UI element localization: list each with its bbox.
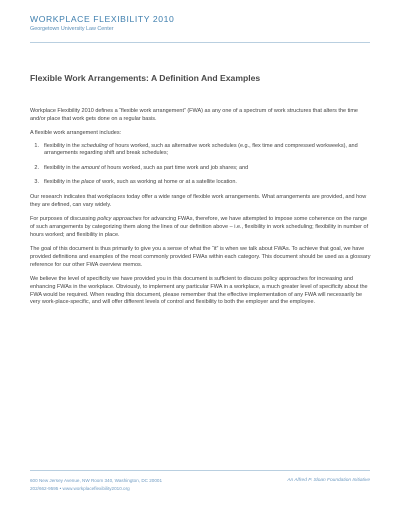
list-item-emphasis: scheduling: [81, 142, 108, 149]
paragraph-research: Our research indicates that workplaces today offer a wide range of flexible work arrangements. What arrangements are provided, and how they are defined, can vary widely.: [30, 193, 367, 208]
footer-contact-block: [30, 477, 162, 493]
document-body: [30, 108, 372, 314]
paragraph-specificity: We believe the level of specificity we have provided you in this document is sufficient to discuss policy approaches for increasing and enhancing FWAs in the workplace. Obviously, to implement any particular FWA in a workplace, a much greater level of specificity about the FWA would be required. When reading this document, please remember that the effective implementation of any FWA will necessarily be very work-place-specific, and will offer different levels of control and flexibility to both the employer and the employee.: [30, 275, 368, 306]
list-item-text-start: flexibility in the: [44, 179, 82, 186]
header-divider: [30, 42, 370, 43]
list-item-text-end: of work, such as working at home or at a satellite location.: [94, 179, 237, 186]
arrangement-list: [30, 143, 372, 187]
paragraph-policy-end: for advancing FWAs, therefore, we have attempted to impose some coherence on the range of such arrangements by categorizing them along the lines of our definition above – i.e., flexibility in work scheduling; flexibility in number of hours worked; and flexibility in place.: [30, 215, 369, 238]
list-item: [30, 179, 372, 187]
list-item-number: 2.: [34, 164, 39, 171]
footer-address: 600 New Jersey Avenue, NW Room 340, Washington, DC 20001: [30, 478, 163, 483]
page-header: [30, 14, 370, 33]
footer-contact: 202/662-9595 • www.workplaceflexibility2010.org: [30, 486, 130, 491]
footer-credit: An Alfred P. Sloan Foundation Initiative: [287, 478, 370, 483]
list-item-text-start: flexibility in the: [44, 142, 82, 149]
list-item: [30, 165, 372, 173]
paragraph-definition: Workplace Flexibility 2010 defines a “flexible work arrangement” (FWA) as any one of a spectrum of work structures that alters the time and/or place that work gets done on a regular basis.: [30, 108, 358, 122]
list-item-emphasis: place: [81, 179, 95, 186]
brand-subtitle: Georgetown University Law Center: [30, 26, 114, 32]
list-item-text-end: of hours worked, such as alternative work schedules (e.g., flex time and compressed workweeks), and arrangements regarding shift and break schedules;: [44, 142, 358, 157]
list-item-text-end: of hours worked, such as part time work and job shares; and: [99, 164, 249, 171]
paragraph-policy: [30, 216, 372, 239]
list-item-number: 3.: [34, 179, 39, 186]
brand-title: WORKPLACE FLEXIBILITY 2010: [30, 14, 175, 24]
paragraph-policy-start: For purposes of discussing: [30, 215, 98, 222]
paragraph-policy-emphasis: policy approaches: [97, 215, 142, 222]
document-title: Flexible Work Arrangements: A Definition And Examples: [30, 73, 261, 83]
list-item-emphasis: amount: [81, 164, 100, 171]
footer-divider: [30, 470, 370, 471]
list-item: [30, 143, 372, 159]
list-item-number: 1.: [34, 142, 39, 149]
list-item-text-start: flexibility in the: [44, 164, 82, 171]
paragraph-goal: The goal of this document is thus primarily to give you a sense of what the “it” is when we talk about FWAs. To achieve that goal, we have provided definitions and examples of the most commonly provided FWAs within each category. This document should be used as a glossary reference for our other FWA overview memos.: [30, 245, 371, 268]
paragraph-includes: A flexible work arrangement includes:: [30, 130, 122, 137]
